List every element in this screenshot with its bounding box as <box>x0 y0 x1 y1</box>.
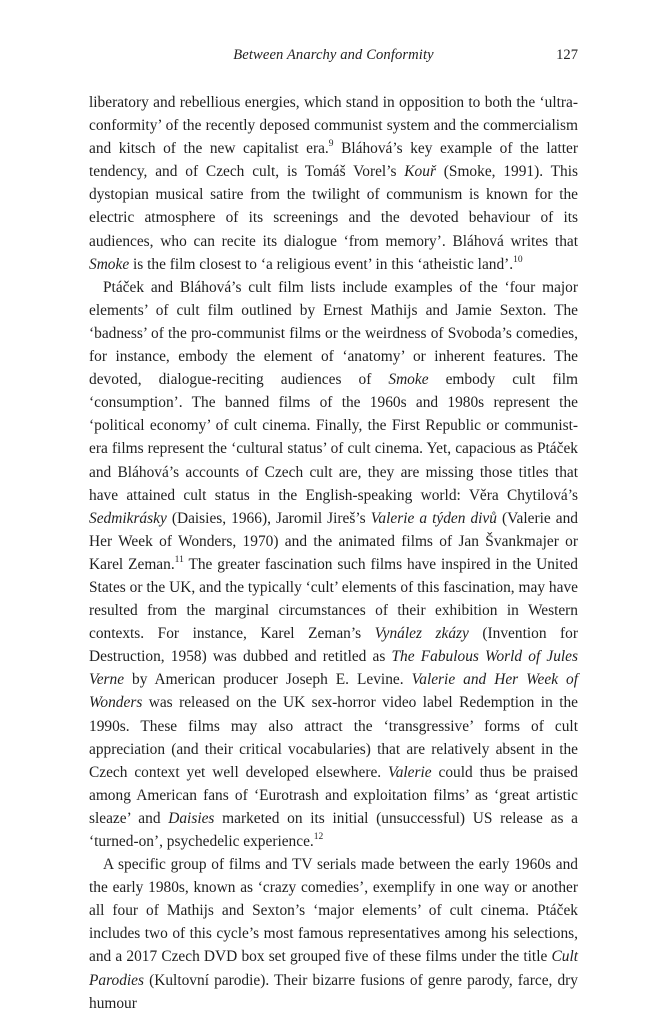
paragraph <box>89 276 578 853</box>
text-run: (Kultovní parodie). Their bizarre fusions of genre parody, farce, dry humour <box>89 971 578 1012</box>
text-run: marketed on its initial (unsuccessful) US release as a ‘turned-on’, psychedelic experience. <box>89 809 578 850</box>
italic-title: Vynález zkázy <box>374 625 469 643</box>
text-run: was released on the UK sex-horror video label Redemption in the 1990s. These films may also attract the ‘transgressive’ forms of cult appreciation (and their critical vocabularies) that are relatively absent in the Czech context yet well developed elsewhere. <box>89 694 578 781</box>
italic-title: Sedmikrásky <box>89 509 167 527</box>
italic-title: Cult Parodies <box>89 948 578 989</box>
body-text <box>89 91 578 1015</box>
italic-title: Daisies <box>168 809 215 827</box>
text-run: A specific group of films and TV serials made between the early 1960s and the early 1980s, known as ‘crazy comedies’, exemplify in one way or another all four of Mathijs and Sexton’s ‘major elements’ of cult cinema. Ptáček includes two of this cycle’s most famous representatives among his selections, and a 2017 Czech DVD box set grouped five of these films under the title <box>89 856 578 966</box>
text-run: (Smoke, 1991). This dystopian musical satire from the twilight of communism is known for the electric atmosphere of its screenings and the devoted behaviour of its audiences, who can recite its dialogue ‘from memory’. Bláhová writes that <box>89 163 578 250</box>
text-run: (Valerie and Her Week of Wonders, 1970) and the animated films of Jan Švankmajer or Karel Zeman. <box>89 509 578 573</box>
italic-title: Kouř <box>404 163 436 181</box>
running-head <box>89 47 578 67</box>
text-run: The greater fascination such films have inspired in the United States or the UK, and the typically ‘cult’ elements of this fascination, may have resulted from the marginal circumstances of their exhibition in Western contexts. For instance, Karel Zeman’s <box>89 555 578 643</box>
italic-title: The Fabulous World of Jules Verne <box>89 648 578 689</box>
footnote-marker: 11 <box>174 554 184 565</box>
text-run: is the film closest to ‘a religious event’ in this ‘atheistic land’. <box>129 255 514 273</box>
italic-title: Valerie a týden divů <box>370 509 497 527</box>
running-head-title: Between Anarchy and Conformity <box>233 47 434 63</box>
text-run: Bláhová’s key example of the latter tendency, and of Czech cult, is Tomáš Vorel’s <box>89 140 579 181</box>
text-run: (Daisies, 1966), Jaromil Jireš’s <box>166 509 371 527</box>
text-run: liberatory and rebellious energies, which stand in opposition to both the ‘ultra-conformity’ of the recently deposed communist system and the commercialism and kitsch of the new capitalist era. <box>89 94 578 158</box>
paragraph <box>89 91 578 276</box>
footnote-marker: 12 <box>313 831 324 842</box>
italic-title: Valerie and Her Week of Wonders <box>89 671 578 712</box>
italic-title: Smoke <box>89 255 130 273</box>
text-run: Ptáček and Bláhová’s cult film lists include examples of the ‘four major elements’ of cult film outlined by Ernest Mathijs and Jamie Sexton. The ‘badness’ of the pro-communist films or the weirdness of Svoboda’s comedies, for instance, embody the element of ‘anatomy’ or inherent features. The devoted, dialogue-reciting audiences of <box>89 278 578 389</box>
footnote-marker: 10 <box>513 254 523 265</box>
italic-title: Valerie <box>388 763 432 781</box>
footnote-marker: 9 <box>328 139 334 150</box>
italic-title: Smoke <box>388 371 429 389</box>
paragraph <box>89 853 578 1015</box>
page-number: 127 <box>556 47 578 63</box>
text-run: could thus be praised among American fans of ‘Eurotrash and exploitation films’ as ‘great artistic sleaze’ and <box>89 763 578 827</box>
text-run: (Invention for Destruction, 1958) was dubbed and retitled as <box>89 625 578 666</box>
text-run: by American producer Joseph E. Levine. <box>124 671 412 689</box>
text-run: embody cult film ‘consumption’. The banned films of the 1960s and 1980s represent the ‘political economy’ of cult cinema. Finally, the First Republic or communist-era films represent the ‘cultural status’ of cult cinema. Yet, capacious as Ptáček and Bláhová’s accounts of Czech cult are, they are missing those titles that have attained cult status in the English-speaking world: Věra Chytilová’s <box>89 371 578 504</box>
